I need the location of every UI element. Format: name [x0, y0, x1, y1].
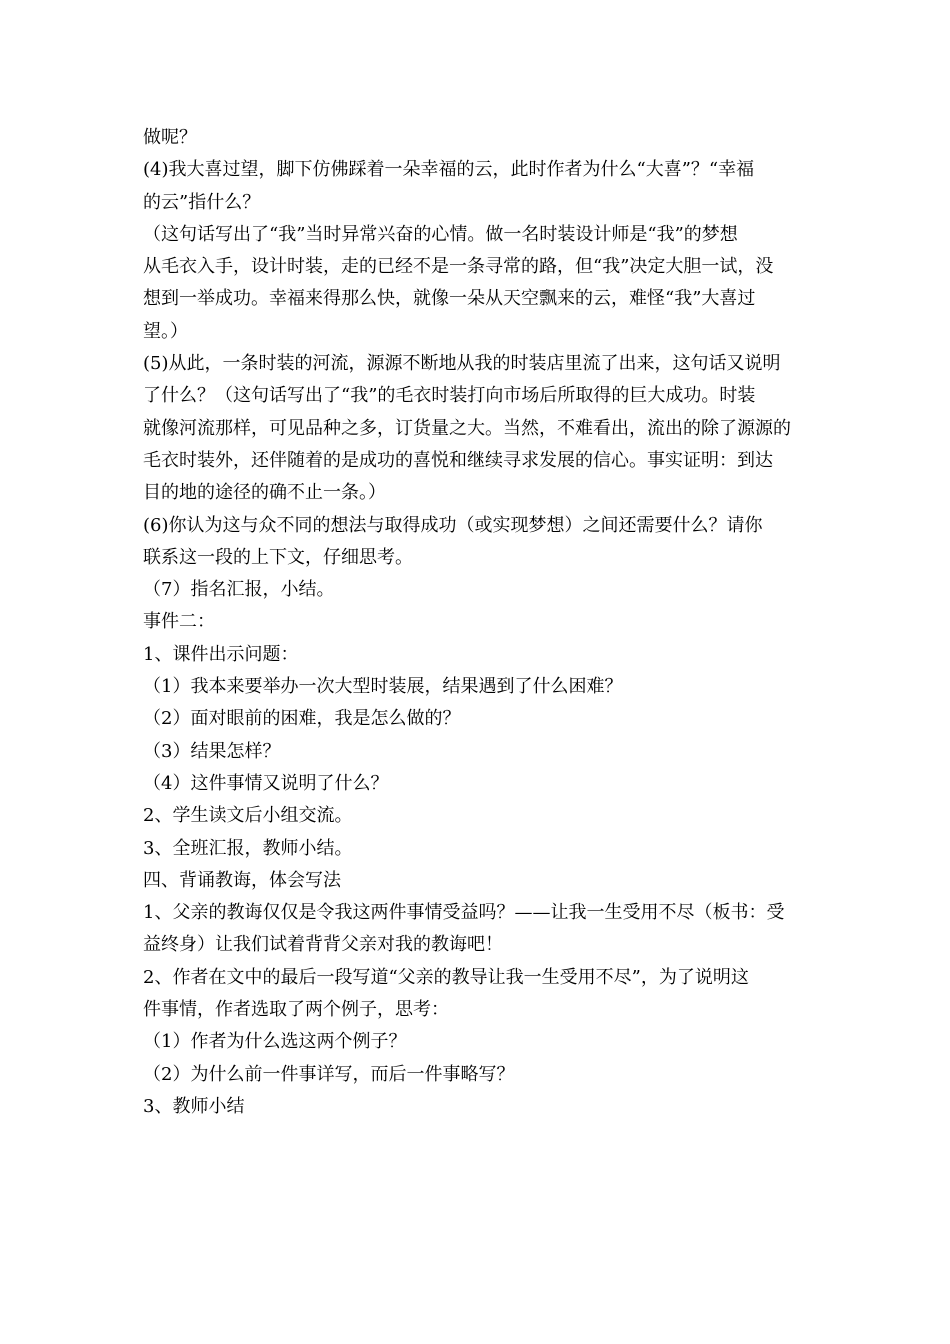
text-line: 2、学生读文后小组交流。: [143, 805, 353, 827]
text-line: （1）我本来要举办一次大型时装展，结果遇到了什么困难？: [143, 676, 623, 698]
section-heading: 四、背诵教诲，体会写法: [143, 869, 341, 891]
text-line: 益终身）让我们试着背背父亲对我的教诲吧！: [143, 934, 503, 956]
text-line: 3、全班汇报，教师小结。: [143, 837, 353, 859]
text-line: （2）面对眼前的困难，我是怎么做的？: [143, 708, 461, 730]
text-line: 的云”指什么？: [143, 191, 261, 213]
text-line: 件事情，作者选取了两个例子，思考：: [143, 999, 449, 1021]
text-line: 1、课件出示问题：: [143, 643, 299, 665]
text-line: (5)从此，一条时装的河流，源源不断地从我的时装店里流了出来，这句话又说明: [143, 353, 781, 375]
text-line: 做呢？: [143, 127, 197, 148]
text-line: 就像河流那样，可见品种之多，订货量之大。当然，不难看出，流出的除了源源的: [143, 417, 791, 439]
text-line: 了什么？（这句话写出了“我”的毛衣时装打向市场后所取得的巨大成功。时装: [143, 385, 756, 407]
text-line: （2）为什么前一件事详写，而后一件事略写？: [143, 1063, 515, 1085]
text-line: 联系这一段的上下文，仔细思考。: [143, 546, 413, 568]
text-line: 目的地的途径的确不止一条。）: [143, 482, 386, 504]
text-line: （这句话写出了“我”当时异常兴奋的心情。做一名时装设计师是“我”的梦想: [143, 223, 738, 245]
text-line: （4）这件事情又说明了什么？: [143, 772, 389, 794]
text-line: （7）指名汇报，小结。: [143, 579, 335, 601]
text-line: 望。）: [143, 320, 188, 342]
section-heading: 事件二：: [143, 611, 215, 633]
text-line: (4)我大喜过望，脚下仿佛踩着一朵幸福的云，此时作者为什么“大喜”？“幸福: [143, 159, 755, 181]
text-line: （1）作者为什么选这两个例子？: [143, 1031, 407, 1053]
text-line: 1、父亲的教诲仅仅是令我这两件事情受益吗？——让我一生受用不尽（板书：受: [143, 902, 785, 924]
document-body: [143, 122, 813, 1123]
text-line: 想到一举成功。幸福来得那么快，就像一朵从天空飘来的云，难怪“我”大喜过: [143, 288, 756, 310]
text-line: (6)你认为这与众不同的想法与取得成功（或实现梦想）之间还需要什么？请你: [143, 514, 763, 536]
text-line: 毛衣时装外，还伴随着的是成功的喜悦和继续寻求发展的信心。事实证明：到达: [143, 449, 773, 471]
text-line: 3、教师小结: [143, 1095, 245, 1117]
text-line: 从毛衣入手，设计时装，走的已经不是一条寻常的路，但“我”决定大胆一试，没: [143, 256, 774, 278]
text-line: （3）结果怎样？: [143, 740, 281, 762]
text-line: 2、作者在文中的最后一段写道“父亲的教导让我一生受用不尽”，为了说明这: [143, 966, 749, 988]
